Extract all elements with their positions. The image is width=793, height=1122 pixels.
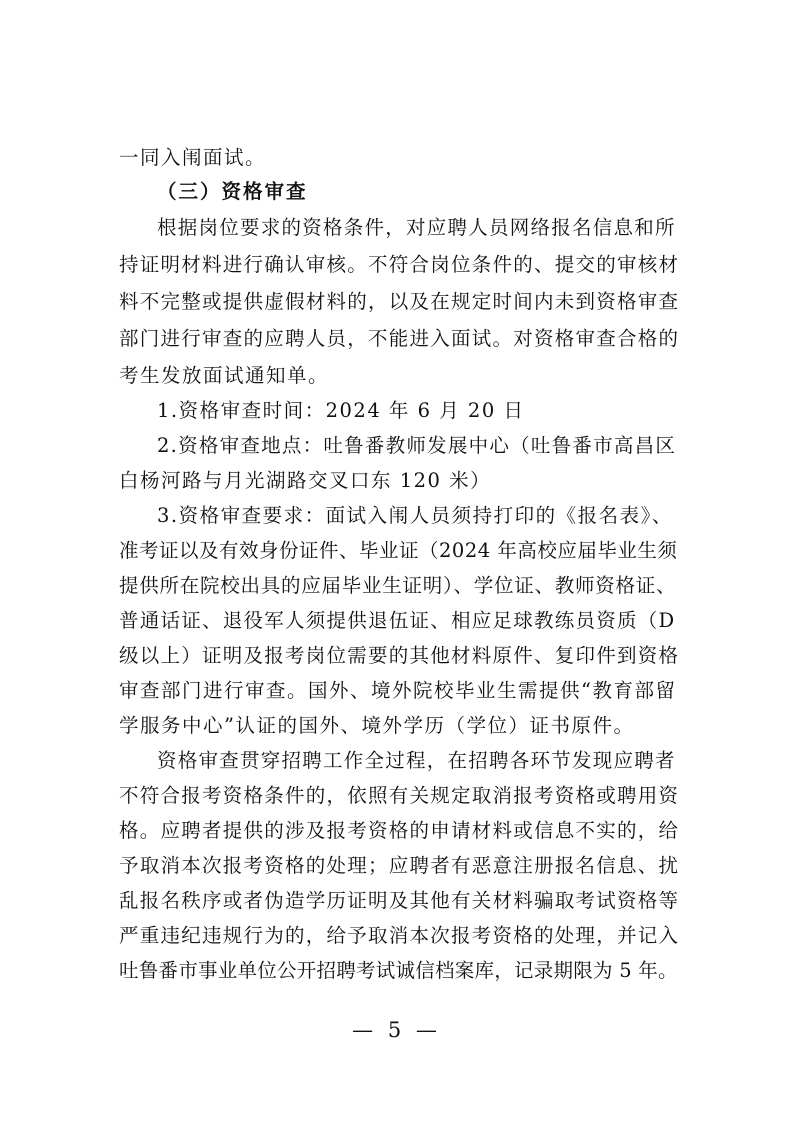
- body-text-line: 不符合报考资格条件的，依照有关规定取消报考资格或聘用资: [119, 784, 680, 807]
- body-text-line: 审查部门进行审查。国外、境外院校毕业生需提供“教育部留: [119, 679, 677, 702]
- body-text-line: 普通话证、退役军人须提供退伍证、相应足球教练员资质（D: [119, 609, 676, 632]
- body-text-line: 予取消本次报考资格的处理；应聘者有恶意注册报名信息、扰: [119, 854, 680, 877]
- body-text-line: 严重违纪违规行为的，给予取消本次报考资格的处理，并记入: [119, 924, 680, 947]
- body-text-line: 考生发放面试通知单。: [119, 364, 330, 387]
- body-text-line: 一同入闱面试。: [119, 146, 267, 169]
- body-text-line: 部门进行审查的应聘人员，不能进入面试。对资格审查合格的: [119, 327, 680, 350]
- body-text-line: 乱报名秩序或者伪造学历证明及其他有关材料骗取考试资格等: [119, 889, 680, 912]
- list-item: 2.资格审查地点：吐鲁番教师发展中心（吐鲁番市高昌区: [157, 434, 677, 457]
- body-text-line: 格。应聘者提供的涉及报考资格的申请材料或信息不实的，给: [119, 819, 680, 842]
- body-text-line: 级以上）证明及报考岗位需要的其他材料原件、复印件到资格: [119, 644, 680, 667]
- list-item: 3.资格审查要求：面试入闱人员须持打印的《报名表》、: [157, 504, 673, 527]
- body-text-line: 持证明材料进行确认审核。不符合岗位条件的、提交的审核材: [119, 253, 680, 276]
- list-item: 1.资格审查时间：2024 年 6 月 20 日: [157, 399, 525, 422]
- page-number: — 5 —: [352, 1018, 441, 1042]
- body-text-line: 学服务中心”认证的国外、境外学历（学位）证书原件。: [119, 714, 635, 737]
- body-text-line: 准考证以及有效身份证件、毕业证（2024 年高校应届毕业生须: [119, 539, 678, 562]
- body-text-line: 白杨河路与月光湖路交叉口东 120 米）: [119, 469, 492, 492]
- section-heading: （三）资格审查: [157, 180, 308, 203]
- body-text-line: 根据岗位要求的资格条件，对应聘人员网络报名信息和所: [157, 216, 676, 239]
- body-text-line: 吐鲁番市事业单位公开招聘考试诚信档案库，记录期限为 5 年。: [119, 959, 678, 982]
- body-text-line: 料不完整或提供虚假材料的，以及在规定时间内未到资格审查: [119, 290, 680, 313]
- body-text-line: 资格审查贯穿招聘工作全过程，在招聘各环节发现应聘者: [157, 749, 676, 772]
- body-text-line: 提供所在院校出具的应届毕业生证明）、学位证、教师资格证、: [119, 574, 677, 597]
